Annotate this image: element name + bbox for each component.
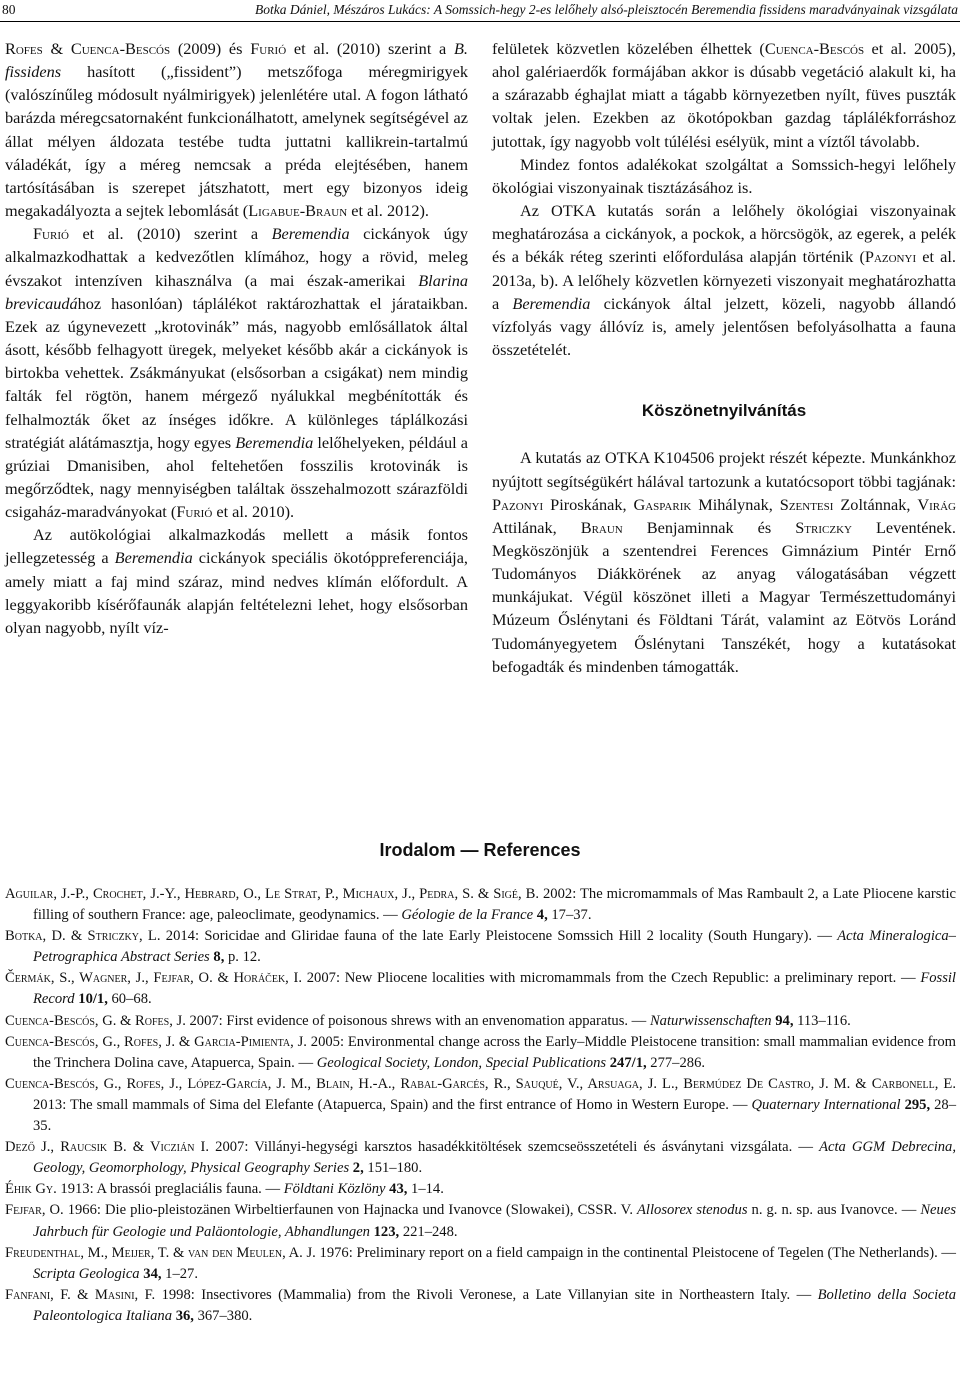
reference-item: Cuenca-Bescós, G., Rofes, J. & Garcia-Pimienta, J. 2005: Environmental change across the Early–Middle Pleistocene transition: small mammalian evidence from the Trinchera Dolina cave, Atapuerca, Spain. — Geological Society, London, Special Publications 247/1, 277–286.: [5, 1033, 956, 1071]
right-column: [492, 37, 956, 678]
reference-item: Aguilar, J.-P., Crochet, J.-Y., Hebrard, O., Le Strat, P., Michaux, J., Pedra, S. & Sigé, B. 2002: The micromammals of Mas Rambault 2, a Late Pliocene karstic filling of southern France: age, paleoclimate, geodynamics. — Géologie de la France 4, 17–37.: [5, 886, 956, 924]
reference-item: Cuenca-Bescós, G. & Rofes, J. 2007: First evidence of poisonous shrews with an envenomation apparatus. — Naturwissenschaften 94, 113–116.: [5, 1012, 851, 1029]
paragraph: Mindez fontos adalékokat szolgáltat a Somssich-hegyi lelőhely ökológiai viszonyainak tisztázásához is.: [492, 154, 956, 197]
page-header: [0, 0, 960, 22]
left-column: [5, 37, 468, 639]
acknowledgements-title: Köszönetnyilvánítás: [641, 401, 807, 421]
reference-item: Éhik Gy. 1913: A brassói preglaciális fauna. — Földtani Közlöny 43, 1–14.: [5, 1181, 444, 1198]
header-rule: [0, 21, 960, 22]
reference-item: Cuenca-Bescós, G., Rofes, J., López-García, J. M., Blain, H.-A., Rabal-Garcés, R., Sauqué, V., Arsuaga, J. L., Bermúdez De Castro, J. M. & Carbonell, E. 2013: The small mammals of Sima del Elefante (Atapuerca, Spain) and the first entrance of Homo in Western Europe. — Quaternary International 295, 28–35.: [5, 1075, 956, 1135]
paragraph: Az OTKA kutatás során a lelőhely ökológiai viszonyainak meghatározása a cickányok, a pockok, a hörcsögök, az egerek, a pelék és a békák réteg szerinti előfordulása alapján történik (Pazonyi et al. 2013a, b). A lelőhely közvetlen környezeti viszonyait meghatározhatta a Beremendia cickányok által jelzett, közeli, nagyobb állandó vízfolyás vagy állóvíz is, amely jelentősen befolyásolhatta a fauna összetételét.: [492, 201, 956, 360]
paragraph: Rofes & Cuenca-Bescós (2009) és Furió et al. (2010) szerint a B. fissidens hasított („fissident”) metszőfoga méregmirigyek (valószínűleg módosult nyálmirigyek) jelenlétére utal. A fogon látható barázda méregcsatornaként funkcionálhatott, amelynek segítségével az állat mélyen áldozata testébe tudta juttatni kallikrein-tartalmú váladékát, így a méreg nemcsak a préda elejtésében, hanem tartósításában is szerepet játszhatott, mert egy bizonyos ideig megakadályozta a sejtek lebomlását (Ligabue-Braun et al. 2012).: [5, 39, 468, 221]
running-head: Botka Dániel, Mészáros Lukács: A Somssich-hegy 2-es lelőhely alsó-pleisztocén Beremendia fissidens maradványainak vizsgálata: [254, 2, 958, 17]
reference-item: Čermák, S., Wagner, J., Fejfar, O. & Horáček, I. 2007: New Pliocene localities with micromammals from the Czech Republic: a preliminary report. — Fossil Record 10/1, 60–68.: [5, 970, 956, 1008]
paragraph: felületek közvetlen közelében élhettek (Cuenca-Bescós et al. 2005), ahol galériaerdők formájában akkor is dúsabb vegetáció alakult ki, ha a szárazabb éghajlat miatt a tágabb környezetben nyílt, füves puszták voltak jelen. Ezekben az ökotópokban gazdag táplálékforráshoz jutottak, így nagyobb volt túlélési esélyük, mint a víztől távolabb.: [492, 39, 956, 151]
acknowledgements-text: A kutatás az OTKA K104506 projekt részét képezte. Munkánkhoz nyújtott segítségükért hálával tartozunk a kutatócsoport többi tagjának: Pazonyi Piroskának, Gasparik Mihálynak, Szentesi Zoltánnak, Virág Attilának, Braun Benjaminnak és Striczky Leventének. Megköszönjük a szentendrei Ferences Gimnázium Pintér Ernő Tudományos Diákkörének az anyag válogatásában végzett munkájukat. Végül köszönet illeti a Magyar Természettudományi Múzeum Őslénytani és Földtani Tárát, valamint az Eötvös Loránd Tudományegyetem Őslénytani Tanszékét, hogy a kutatásokat befogadták és mindenben támogatták.: [492, 448, 957, 676]
reference-item: Dező J., Raucsik B. & Viczián I. 2007: Villányi-hegységi karsztos hasadékkitöltések szemcseösszetételi és ásványtani vizsgálata. — Acta GGM Debrecina, Geology, Geomorphology, Physical Geography Series 2, 151–180.: [5, 1139, 956, 1177]
references-title: Irodalom — References: [379, 840, 581, 860]
paragraph: Furió et al. (2010) szerint a Beremendia cickányok úgy alkalmazkodhattak a kedvezőtlen klímához, hogy a rövid, meleg évszakot intenzíven kihasználva (a mai észak-amerikai Blarina brevicaudához hasonlóan) táplálékot raktározhattak el járataikban. Ezek az úgynevezett „krotovinák” más, nagyobb emlősállatok által ásott, később felhagyott üregek, melyeket később akár a cickányok is birtokba vehettek. Zsákmányukat (elsősorban a csigákat) nem mindig falták fel rögtön, hanem mérgező nyálukkal megbénították és felhalmozták őket az ínséges időkre. A különleges táplálkozási stratégiát alátámasztja, hogy egyes Beremendia lelőhelyeken, például a grúziai Dmanisiben, ahol feltehetően fosszilis krotovinák is megőrződtek, nagy mennyiségben találtak összehalmozott szárazföldi csigaház-maradványokat (Furió et al. 2010).: [5, 224, 468, 522]
page-number: 80: [2, 2, 16, 17]
reference-item: Fanfani, F. & Masini, F. 1998: Insectivores (Mammalia) from the Rivoli Veronese, a Late Villanyian site in Northeastern Italy. — Bolletino della Societa Paleontologica Italiana 36, 367–380.: [5, 1286, 957, 1324]
reference-item: Botka, D. & Striczky, L. 2014: Soricidae and Gliridae fauna of the late Early Pleistocene Somssich Hill 2 locality (South Hungary). — Acta Mineralogica–Petrographica Abstract Series 8, p. 12.: [5, 928, 956, 966]
paragraph: Az autökológiai alkalmazkodás mellett a másik fontos jellegzetesség a Beremendia cickányok speciális ökotóppreferenciája, amely miatt a faj mind száraz, mind nedves klímán előfordult. A leggyakoribb kísérőfaunák alapján feltételezni lehet, hogy elsősorban olyan nagyobb, nyílt víz-: [5, 525, 468, 637]
reference-item: Freudenthal, M., Meijer, T. & van den Meulen, A. J. 1976: Preliminary report on a field campaign in the continental Pleistocene of Tegelen (The Netherlands). — Scripta Geologica 34, 1–27.: [5, 1244, 957, 1282]
references-list: [5, 884, 956, 1327]
reference-item: Fejfar, O. 1966: Die plio-pleistozänen Wirbeltierfaunen von Hajnacka und Ivanovce (Slowakei), CSSR. V. Allosorex stenodus n. g. n. sp. aus Ivanovce. — Neues Jahrbuch für Geologie und Paläontologie, Abhandlungen 123, 221–248.: [5, 1202, 956, 1240]
